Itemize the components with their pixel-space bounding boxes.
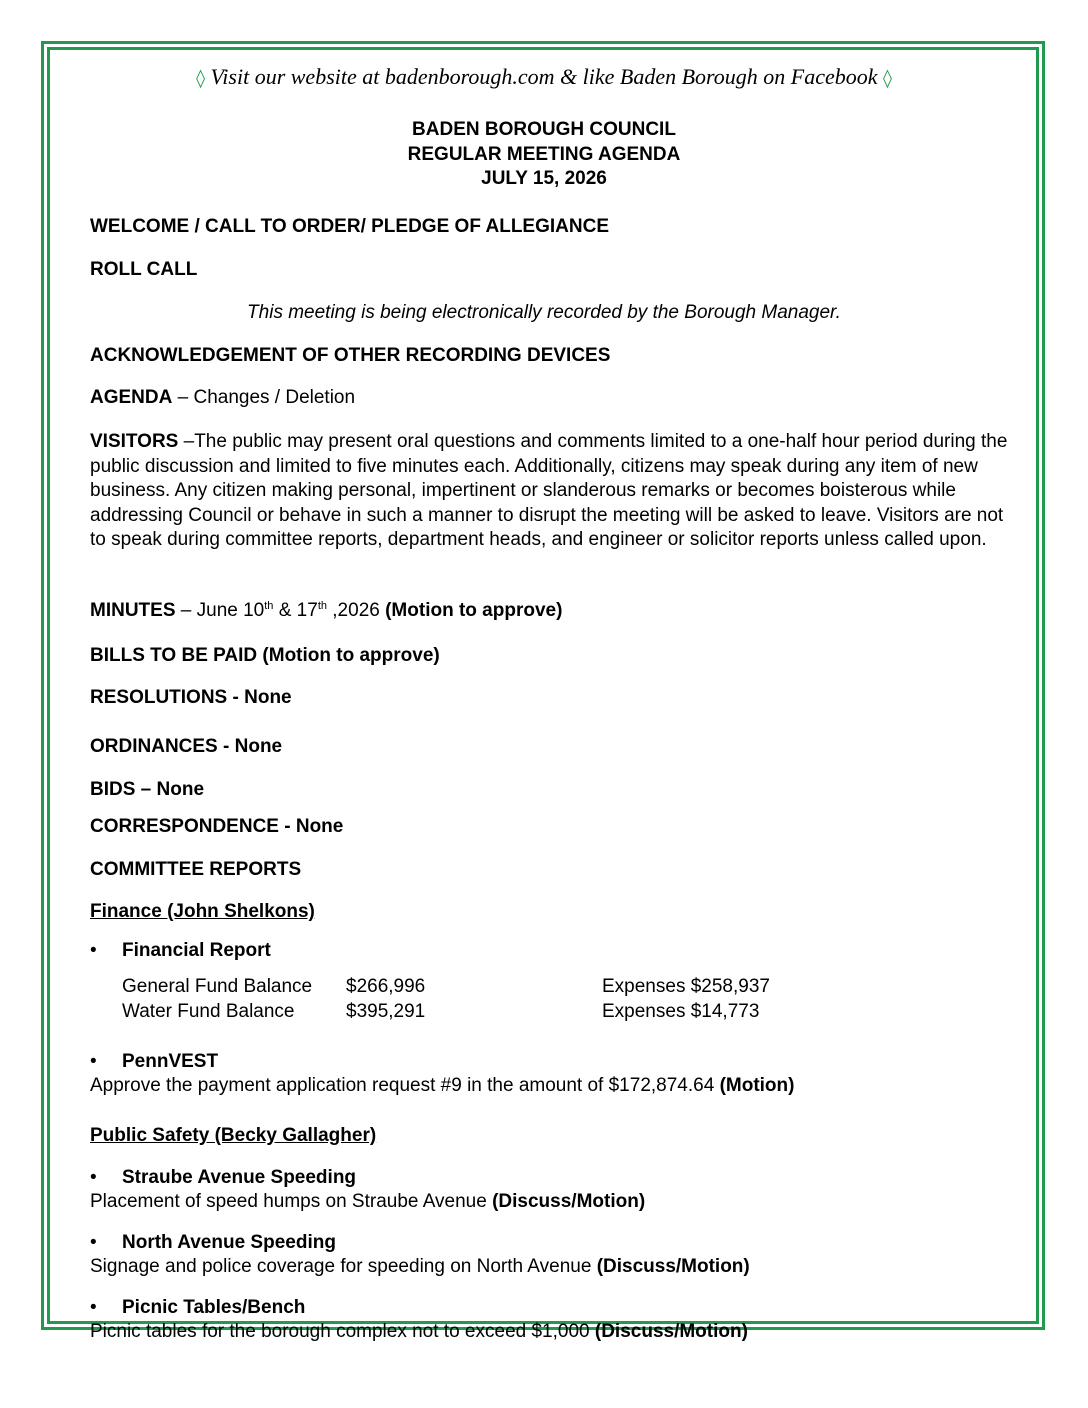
resolutions-heading: RESOLUTIONS - None [90,687,292,708]
pennvest-item [90,1075,794,1097]
meeting-date: JULY 15, 2026 [481,168,607,189]
minutes-action: (Motion to approve) [385,600,563,621]
safety-item-text: Picnic tables for the borough complex not to exceed $1,000 [90,1321,595,1342]
bids-heading: BIDS – None [90,779,205,800]
pennvest-action: (Motion) [719,1075,795,1096]
safety-item-title: Straube Avenue Speeding [122,1167,357,1188]
fund-row-expenses: Expenses $258,937 [602,976,770,997]
agenda-label: AGENDA [90,387,173,408]
fund-row-balance: $395,291 [346,1001,426,1022]
roll-call-heading: ROLL CALL [90,259,198,280]
welcome-heading: WELCOME / CALL TO ORDER/ PLEDGE OF ALLEGIANCE [90,216,609,237]
pennvest-text: Approve the payment application request #9 in the amount of $172,874.64 [90,1075,720,1096]
bills-heading: BILLS TO BE PAID (Motion to approve) [90,645,440,666]
bullet-icon: • [90,940,97,961]
safety-item-text: Signage and police coverage for speeding on North Avenue [90,1256,597,1277]
fund-row-label: Water Fund Balance [122,1001,295,1022]
safety-item-text: Placement of speed humps on Straube Avenue [90,1191,493,1212]
council-name: BADEN BOROUGH COUNCIL [412,119,676,140]
minutes-sup-a: th [264,600,274,612]
bullet-icon: • [90,1297,97,1318]
safety-item-action: (Discuss/Motion) [492,1191,646,1212]
agenda-line [90,387,355,409]
meeting-type: REGULAR MEETING AGENDA [407,144,681,165]
minutes-year: ,2026 [327,600,386,621]
ordinances-heading: ORDINANCES - None [90,736,283,757]
minutes-line [90,600,562,622]
agenda-text: – Changes / Deletion [172,387,356,408]
bullet-icon: • [90,1167,97,1188]
finance-heading: Finance (John Shelkons) [90,901,315,922]
committee-reports-heading: COMMITTEE REPORTS [90,859,302,880]
correspondence-heading: CORRESPONDENCE - None [90,816,344,837]
bullet-icon: • [90,1051,97,1072]
safety-item-line [90,1321,748,1343]
visitors-paragraph [90,430,1015,553]
acknowledgement-heading: ACKNOWLEDGEMENT OF OTHER RECORDING DEVICES [90,345,611,366]
minutes-label: MINUTES [90,600,176,621]
diamond-icon: ◊ [883,68,892,89]
pennvest-title: PennVEST [122,1051,219,1072]
bullet-icon: • [90,1232,97,1253]
minutes-date-b: & 17 [273,600,318,621]
banner-text: Visit our website at badenborough.com & like Baden Borough on Facebook [210,64,878,89]
safety-item-action: (Discuss/Motion) [596,1256,750,1277]
website-banner [0,64,1088,90]
fund-row-balance: $266,996 [346,976,426,997]
minutes-date-a: – June 10 [175,600,265,621]
fund-row-expenses: Expenses $14,773 [602,1001,760,1022]
visitors-label: VISITORS [90,431,179,452]
financial-report-title: Financial Report [122,940,271,961]
recording-note: This meeting is being electronically recorded by the Borough Manager. [247,302,841,323]
visitors-text: –The public may present oral questions and comments limited to a one-half hour period during the public discussion and limited to five minutes each. Additionally, citizens may speak during any item of new business. Any citizen making personal, impertinent or slanderous remarks or becomes boisterous while addressing Council or behave in such a manner to disrupt the meeting will be asked to leave. Visitors are not to speak during committee reports, department heads, and engineer or solicitor reports unless called upon. [90,431,1008,550]
minutes-sup-b: th [317,600,327,612]
safety-item-line [90,1256,750,1278]
safety-item-title: North Avenue Speeding [122,1232,336,1253]
fund-row-label: General Fund Balance [122,976,313,997]
safety-item-action: (Discuss/Motion) [594,1321,748,1342]
safety-item-line [90,1191,645,1213]
public-safety-heading: Public Safety (Becky Gallagher) [90,1125,377,1146]
safety-item-title: Picnic Tables/Bench [122,1297,306,1318]
diamond-icon: ◊ [196,68,205,89]
